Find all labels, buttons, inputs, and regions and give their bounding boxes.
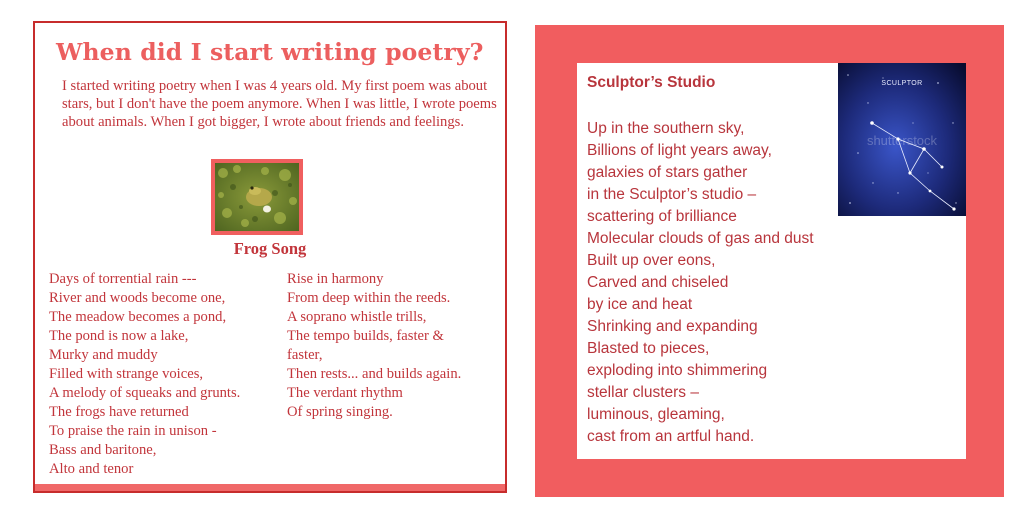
constellation-label: SCULPTOR xyxy=(881,80,923,87)
poem-line: The tempo builds, faster & xyxy=(287,328,444,344)
poem-line: The pond is now a lake, xyxy=(49,328,189,344)
poem-column-2 xyxy=(287,270,497,422)
poem-line: Of spring singing. xyxy=(287,404,393,420)
poem-line: stellar clusters – xyxy=(587,384,699,401)
poem-line: Up in the southern sky, xyxy=(587,120,745,137)
poetry-panel-left xyxy=(33,21,507,493)
poem-line: Built up over eons, xyxy=(587,252,716,269)
poem-line: The frogs have returned xyxy=(49,404,189,420)
poem-line: Days of torrential rain --- xyxy=(49,271,197,287)
constellation-image xyxy=(838,63,966,216)
poem-line: Carved and chiseled xyxy=(587,274,729,291)
poem-line: Murky and muddy xyxy=(49,347,158,363)
poem-line: scattering of brilliance xyxy=(587,208,737,225)
poem-line: The meadow becomes a pond, xyxy=(49,309,227,325)
frog-illustration xyxy=(215,163,299,231)
intro-paragraph: I started writing poetry when I was 4 years old. My first poem was about stars, but I don't have the poem anymore. When I was little, I wrote poems about animals. When I got bigger, I wrote about friends and feelings. xyxy=(62,78,497,130)
poem-line: Then rests... and builds again. xyxy=(287,366,462,382)
poem-line: cast from an artful hand. xyxy=(587,428,755,445)
frog-photo xyxy=(211,159,303,235)
panel-bottom-bar xyxy=(35,484,505,491)
poem-line: in the Sculptor’s studio – xyxy=(587,186,757,203)
poem-line: by ice and heat xyxy=(587,296,693,313)
poem-line: Molecular clouds of gas and dust xyxy=(587,230,814,247)
poem-line: Bass and baritone, xyxy=(49,442,157,458)
poem-title-sculptors-studio: Sculptor’s Studio xyxy=(587,74,716,91)
sculptor-constellation-icon xyxy=(838,63,966,216)
poem-sculptors-studio xyxy=(587,118,814,448)
poem-line: luminous, gleaming, xyxy=(587,406,725,423)
poem-line: Shrinking and expanding xyxy=(587,318,758,335)
poetry-panel-right xyxy=(535,25,1004,497)
poem-line: Blasted to pieces, xyxy=(587,340,710,357)
poem-title-frog-song: Frog Song xyxy=(233,239,307,258)
poem-line: From deep within the reeds. xyxy=(287,290,451,306)
poem-line: Billions of light years away, xyxy=(587,142,772,159)
poem-line: exploding into shimmering xyxy=(587,362,768,379)
poem-line: galaxies of stars gather xyxy=(587,164,748,181)
poem-line: A soprano whistle trills, xyxy=(287,309,427,325)
poem-line: A melody of squeaks and grunts. xyxy=(49,385,241,401)
poem-line: To praise the rain in unison - xyxy=(49,423,217,439)
watermark-text: shutterstock xyxy=(866,133,938,148)
poem-line: Filled with strange voices, xyxy=(49,366,204,382)
poem-line: Rise in harmony xyxy=(287,271,384,287)
poem-line: River and woods become one, xyxy=(49,290,226,306)
poem-line: The verdant rhythm xyxy=(287,385,403,401)
page-title: When did I start writing poetry? xyxy=(56,38,484,66)
poem-line: faster, xyxy=(287,347,323,363)
poem-column-1 xyxy=(49,270,279,479)
poem-card xyxy=(577,63,966,459)
poem-line: Alto and tenor xyxy=(49,461,134,477)
